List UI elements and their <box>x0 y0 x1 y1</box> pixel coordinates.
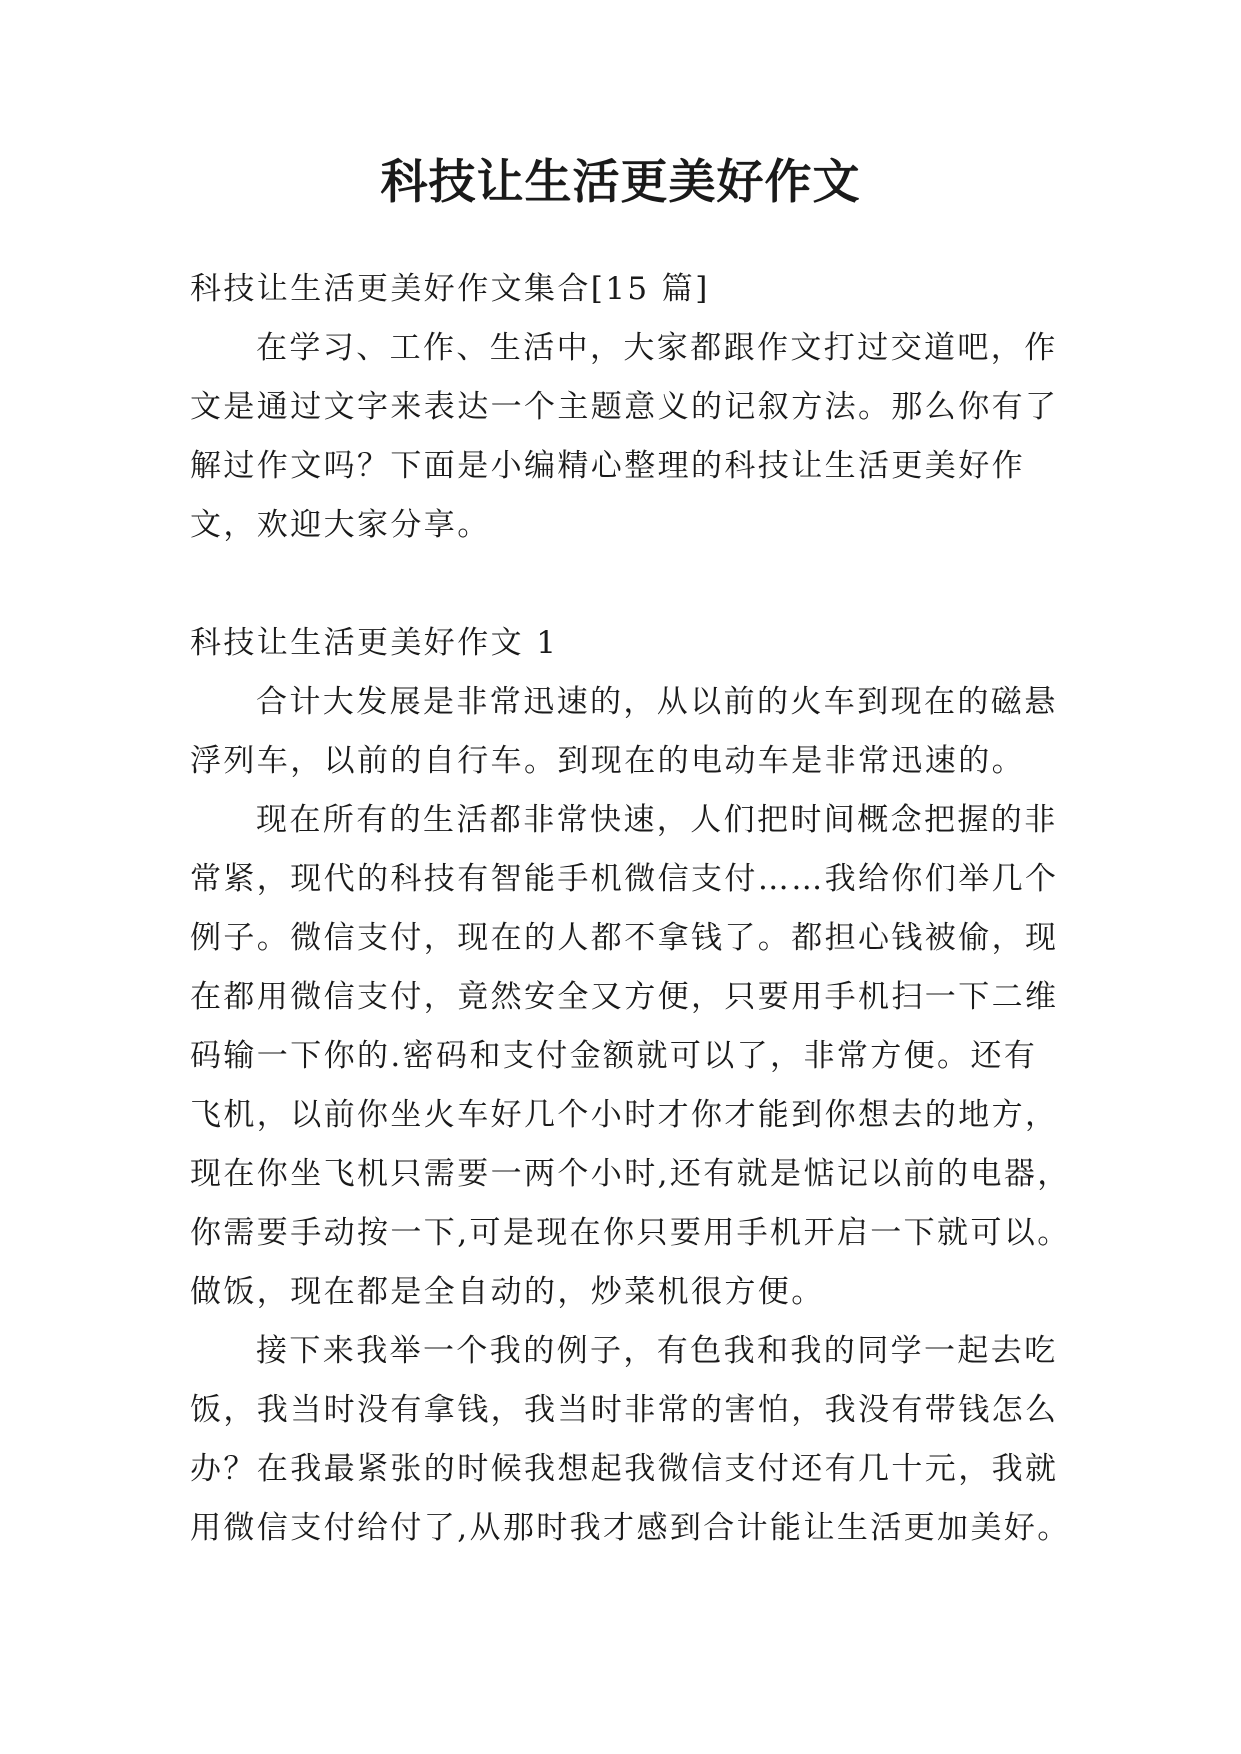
text-line: 文，欢迎大家分享。 <box>190 507 491 543</box>
text-line: 科技让生活更美好作文 1 <box>190 625 559 661</box>
text-line: 现在你坐飞机只需要一两个小时,还有就是惦记以前的电器， <box>190 1156 1071 1192</box>
text-line: 你需要手动按一下,可是现在你只要用手机开启一下就可以。 <box>190 1215 1071 1251</box>
text-line: 例子。微信支付，现在的人都不拿钱了。都担心钱被偷，现 <box>190 920 1059 956</box>
text-line: 在都用微信支付，竟然安全又方便，只要用手机扫一下二维 <box>190 979 1059 1015</box>
text-line: 接下来我举一个我的例子，有色我和我的同学一起去吃 <box>256 1333 1058 1369</box>
text-line: 解过作文吗？下面是小编精心整理的科技让生活更美好作 <box>190 448 1025 484</box>
paragraph-gap <box>190 555 1062 614</box>
text-line: 在学习、工作、生活中，大家都跟作文打过交道吧，作 <box>256 330 1058 366</box>
text-line: 码输一下你的.密码和支付金额就可以了，非常方便。还有 <box>190 1038 1038 1074</box>
text-line: 现在所有的生活都非常快速，人们把时间概念把握的非 <box>256 802 1058 838</box>
text-line: 用微信支付给付了,从那时我才感到合计能让生活更加美好。 <box>190 1510 1071 1546</box>
text-line: 科技让生活更美好作文集合[15 篇] <box>190 271 710 307</box>
text-line: 文是通过文字来表达一个主题意义的记叙方法。那么你有了 <box>190 389 1059 425</box>
document-title: 科技让生活更美好作文 <box>380 155 861 210</box>
text-line: 办？在我最紧张的时候我想起我微信支付还有几十元，我就 <box>190 1451 1059 1487</box>
text-line: 饭，我当时没有拿钱，我当时非常的害怕，我没有带钱怎么 <box>190 1392 1059 1428</box>
text-line: 合计大发展是非常迅速的，从以前的火车到现在的磁悬 <box>256 684 1058 720</box>
text-line: 常紧，现代的科技有智能手机微信支付……我给你们举几个 <box>190 861 1059 897</box>
document-body <box>190 260 1071 1558</box>
text-line: 飞机，以前你坐火车好几个小时才你才能到你想去的地方， <box>190 1097 1059 1133</box>
text-line: 做饭，现在都是全自动的，炒菜机很方便。 <box>190 1274 825 1310</box>
text-line: 浮列车，以前的自行车。到现在的电动车是非常迅速的。 <box>190 743 1025 779</box>
